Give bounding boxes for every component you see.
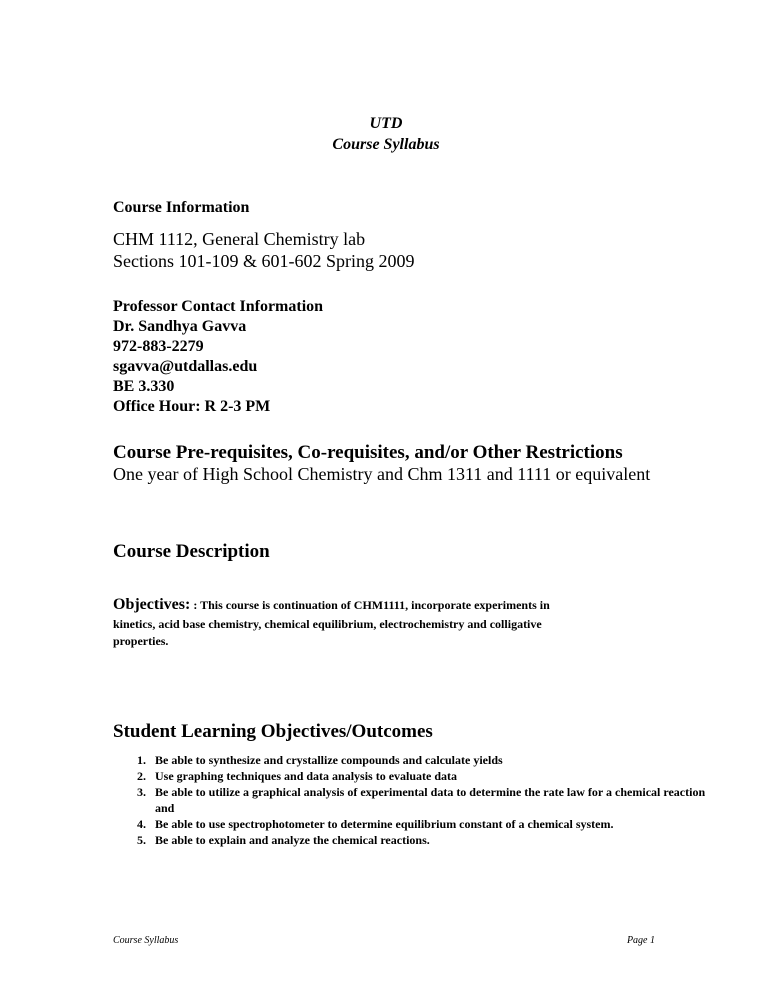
professor-office: BE 3.330 xyxy=(113,378,175,395)
professor-name: Dr. Sandhya Gavva xyxy=(113,318,247,335)
office-hours: Office Hour: R 2-3 PM xyxy=(113,398,271,415)
footer-page-number: Page 1 xyxy=(626,935,655,946)
contact-heading: Professor Contact Information xyxy=(113,298,324,315)
outcome-item: 2. Use graphing techniques and data analysis to evaluate data xyxy=(149,768,709,784)
objectives-line-2: kinetics, acid base chemistry, chemical equilibrium, electrochemistry and colligative xyxy=(113,617,542,631)
document-title: Course Syllabus xyxy=(332,136,440,153)
objectives-text: : This course is continuation of CHM1111, incorporate experiments in xyxy=(190,598,550,612)
objectives-line-3: properties. xyxy=(113,634,169,648)
footer-left: Course Syllabus xyxy=(113,935,179,946)
prereq-text: One year of High School Chemistry and Chm 1311 and 1111 or equivalent xyxy=(113,464,651,484)
outcomes-list xyxy=(113,752,709,848)
professor-email: sgavva@utdallas.edu xyxy=(113,358,258,375)
outcome-item: 1. Be able to synthesize and crystallize compounds and calculate yields xyxy=(149,752,709,768)
course-info-heading: Course Information xyxy=(113,199,250,216)
outcome-item: 5. Be able to explain and analyze the chemical reactions. xyxy=(149,832,709,848)
prereq-heading: Course Pre-requisites, Co-requisites, and/or Other Restrictions xyxy=(113,442,623,463)
objectives-line xyxy=(113,595,550,615)
outcomes-heading: Student Learning Objectives/Outcomes xyxy=(113,721,433,742)
professor-phone: 972-883-2279 xyxy=(113,338,204,355)
document-header xyxy=(0,113,768,155)
course-info-line-1: CHM 1112, General Chemistry lab xyxy=(113,229,366,249)
outcome-item: 3. Be able to utilize a graphical analysis of experimental data to determine the rate law for a chemical reaction and xyxy=(149,784,709,816)
outcome-item: 4. Be able to use spectrophotometer to determine equilibrium constant of a chemical system. xyxy=(149,816,709,832)
description-heading: Course Description xyxy=(113,541,270,562)
institution-name: UTD xyxy=(369,115,403,132)
course-info-line-2: Sections 101-109 & 601-602 Spring 2009 xyxy=(113,251,415,271)
objectives-label: Objectives: xyxy=(113,596,191,613)
